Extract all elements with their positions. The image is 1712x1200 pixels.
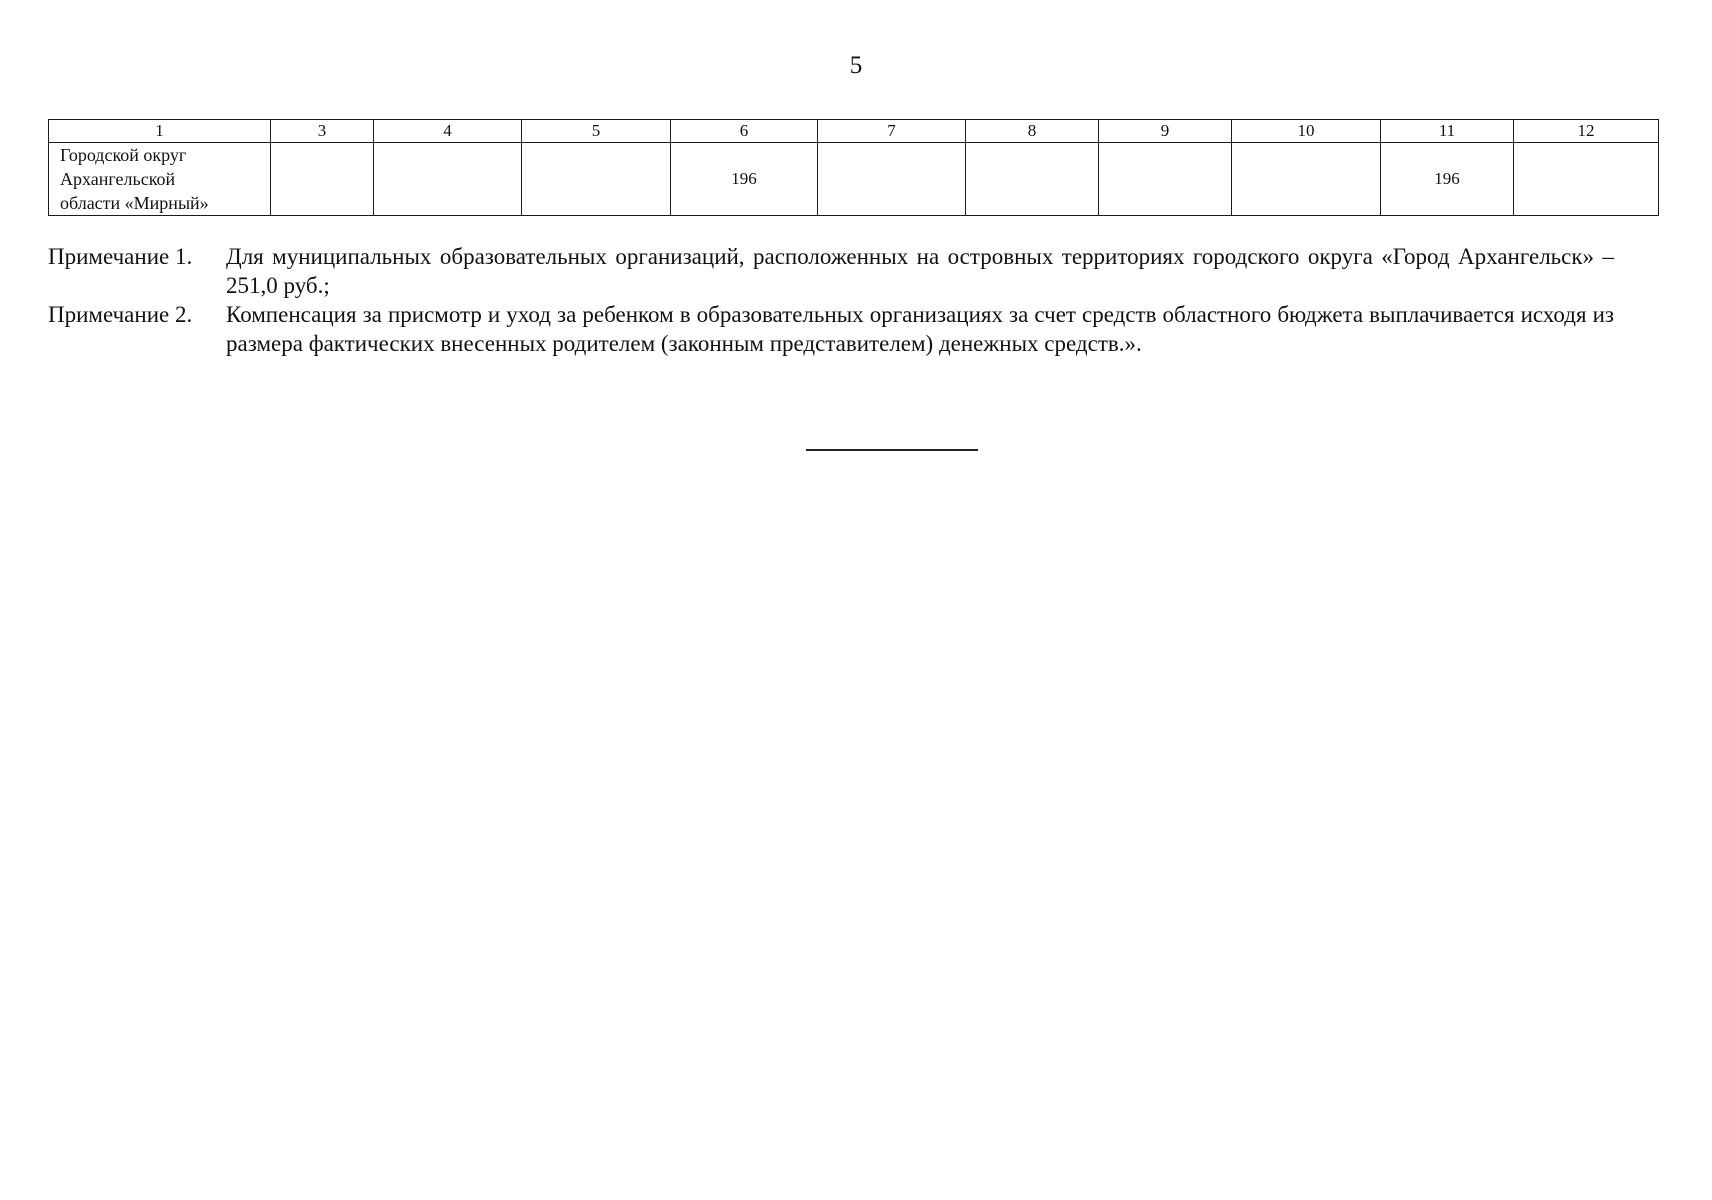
municipality-name-line: Городской округ [60,145,187,165]
column-header: 9 [1099,120,1232,143]
page-number: 5 [849,52,863,79]
table-row [49,143,1659,216]
note-2 [48,300,1614,358]
column-header: 11 [1381,120,1514,143]
table-cell [966,143,1099,216]
column-header: 8 [966,120,1099,143]
notes-section [48,242,1614,358]
note-label: Примечание 1. [48,244,193,269]
column-header: 7 [818,120,966,143]
table-cell [522,143,671,216]
column-header: 12 [1514,120,1659,143]
table-cell [1099,143,1232,216]
table-cell [271,143,374,216]
table-cell: 196 [1381,143,1514,216]
note-label: Примечание 2. [48,302,193,327]
column-header: 5 [522,120,671,143]
column-header: 10 [1232,120,1381,143]
municipality-name-line: Архангельской [60,169,176,189]
note-text: Для муниципальных образовательных организаций, расположенных на островных территориях городского округа «Город Архангельск» – 251,0 руб.; [226,244,1614,298]
end-separator-line [806,449,978,451]
data-table [48,119,1659,216]
table-header-row [49,120,1659,143]
column-header: 6 [671,120,818,143]
table-cell [374,143,522,216]
table-cell: 196 [671,143,818,216]
table-cell [1232,143,1381,216]
column-header: 1 [49,120,271,143]
table-cell [1514,143,1659,216]
note-text: Компенсация за присмотр и уход за ребенком в образовательных организациях за счет средств областного бюджета выплачивается исходя из размера фактических внесенных родителем (законным представителем) денежных средств.». [226,302,1614,356]
municipality-name-cell [49,143,271,216]
column-header: 4 [374,120,522,143]
note-1 [48,242,1614,300]
column-header: 3 [271,120,374,143]
table-cell [818,143,966,216]
municipality-name-line: области «Мирный» [60,193,209,213]
